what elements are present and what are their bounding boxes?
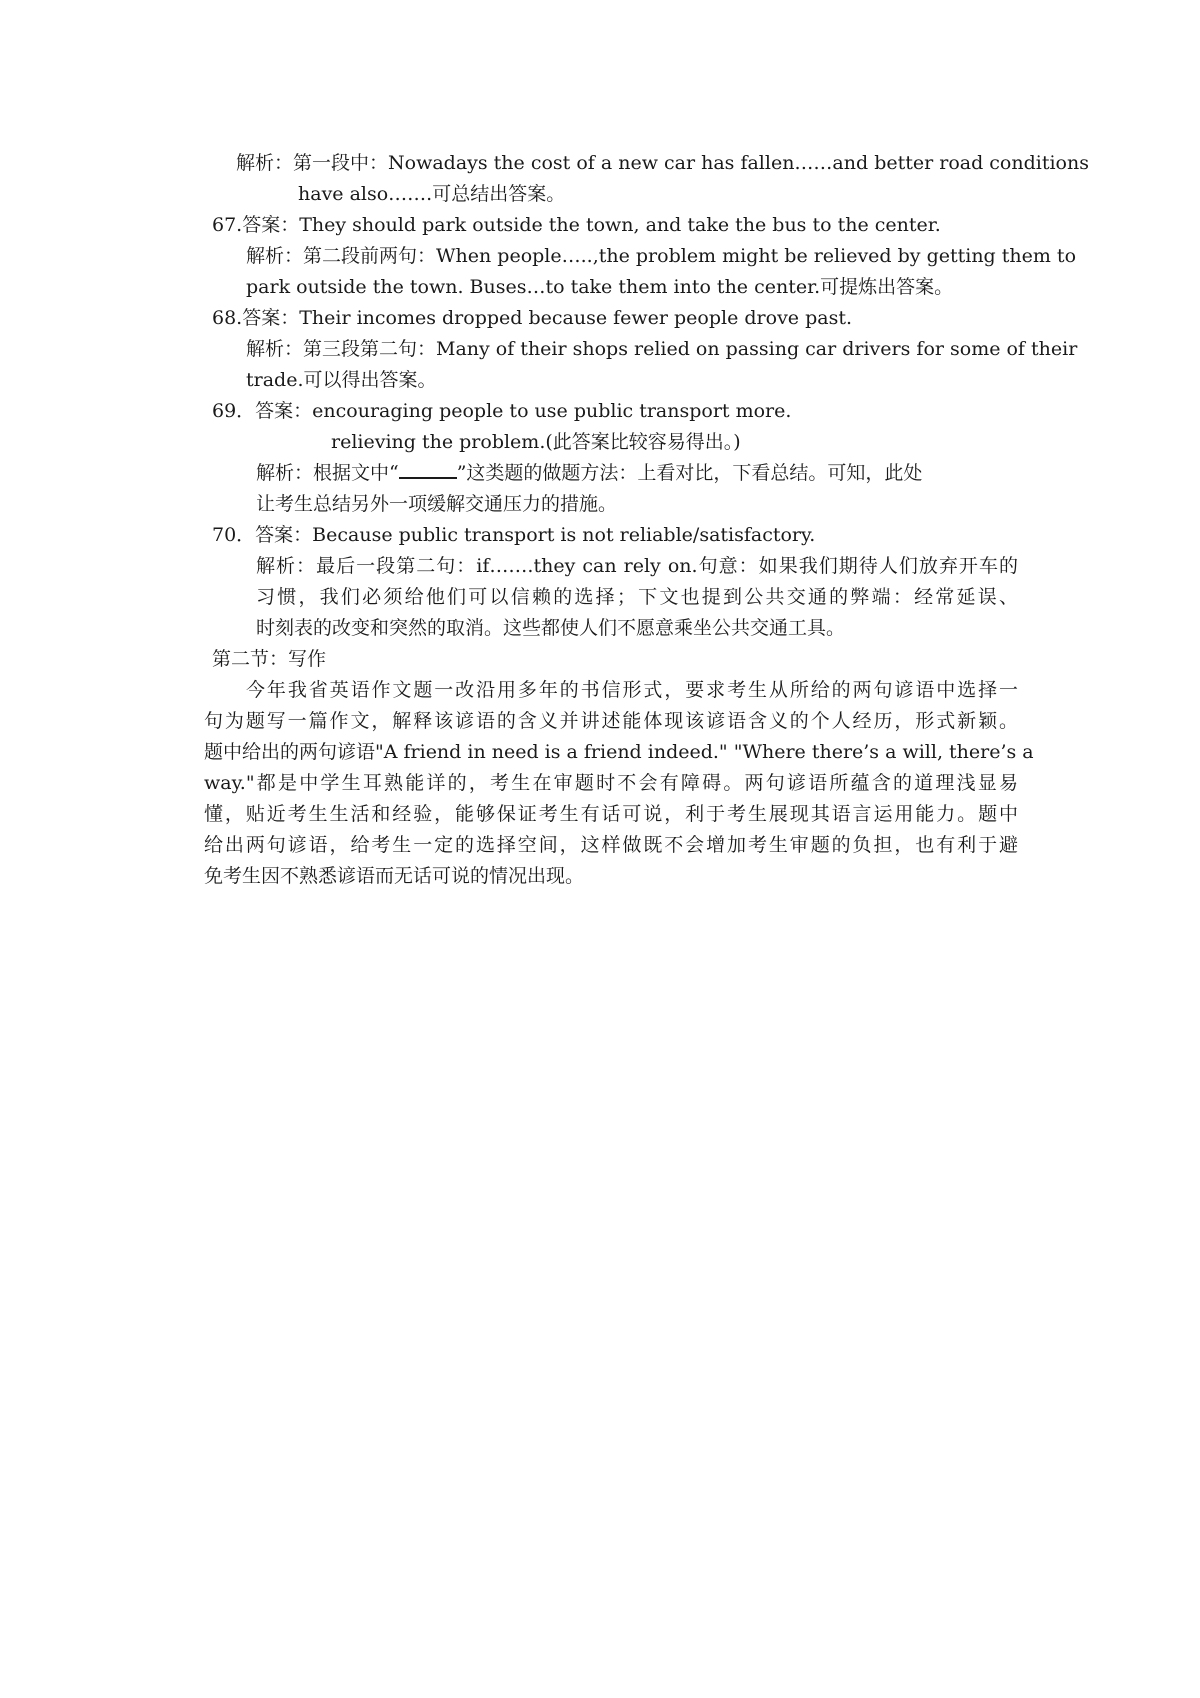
q67-analysis-line2: park outside the town. Buses…to take them into the center.可提炼出答案。: [246, 276, 954, 298]
q69-analysis-line1-after: ”这类题的做题方法：上看对比，下看总结。可知，此处: [456, 462, 923, 484]
q67-answer: 67.答案：They should park outside the town, and take the bus to the center.: [212, 214, 941, 236]
q69-analysis-line1-before: 解析：根据文中“: [256, 462, 399, 484]
q68-analysis-line1: 解析：第三段第二句：Many of their shops relied on passing car drivers for some of their: [246, 338, 1078, 360]
section2-para-line2: 句为题写一篇作文，解释该谚语的含义并讲述能体现该谚语含义的个人经历，形式新颖。: [204, 710, 1018, 732]
q69-analysis-line1: [256, 459, 922, 487]
q66-analysis-line2: have also…….可总结出答案。: [298, 183, 566, 205]
fill-in-blank: [399, 459, 457, 479]
q66-analysis-line1: 解析：第一段中：Nowadays the cost of a new car has fallen……and better road conditions: [236, 152, 1089, 174]
q70-analysis-line3: 时刻表的改变和突然的取消。这些都使人们不愿意乘坐公共交通工具。: [256, 617, 846, 639]
q69-answer: 69．答案：encouraging people to use public transport more.: [212, 400, 792, 422]
q70-analysis-line2: 习惯，我们必须给他们可以信赖的选择；下文也提到公共交通的弊端：经常延误、: [256, 586, 1018, 608]
section2-heading: 第二节：写作: [212, 648, 327, 670]
q68-answer: 68.答案：Their incomes dropped because fewer people drove past.: [212, 307, 853, 329]
section2-para-line7: 免考生因不熟悉谚语而无话可说的情况出现。: [204, 865, 585, 887]
section2-para-line3: 题中给出的两句谚语"A friend in need is a friend indeed." "Where there’s a will, there’s a: [204, 741, 1034, 763]
q70-answer: 70．答案：Because public transport is not reliable/satisfactory.: [212, 524, 816, 546]
q69-answer-alt: relieving the problem.(此答案比较容易得出。): [331, 431, 741, 453]
section2-para-line5: 懂，贴近考生生活和经验，能够保证考生有话可说，利于考生展现其语言运用能力。题中: [204, 803, 1018, 825]
section2-para-line4: way."都是中学生耳熟能详的，考生在审题时不会有障碍。两句谚语所蕴含的道理浅显易: [204, 772, 1018, 794]
section2-para-line6: 给出两句谚语，给考生一定的选择空间，这样做既不会增加考生审题的负担，也有利于避: [204, 834, 1018, 856]
q67-analysis-line1: 解析：第二段前两句：When people…..,the problem might be relieved by getting them to: [246, 245, 1077, 267]
q69-analysis-line2: 让考生总结另外一项缓解交通压力的措施。: [256, 493, 618, 515]
q70-analysis-line1: 解析：最后一段第二句：if…….they can rely on.句意：如果我们期待人们放弃开车的: [256, 555, 1018, 577]
q68-analysis-line2: trade.可以得出答案。: [246, 369, 437, 391]
section2-para-line1: 今年我省英语作文题一改沿用多年的书信形式，要求考生从所给的两句谚语中选择一: [246, 679, 1018, 701]
